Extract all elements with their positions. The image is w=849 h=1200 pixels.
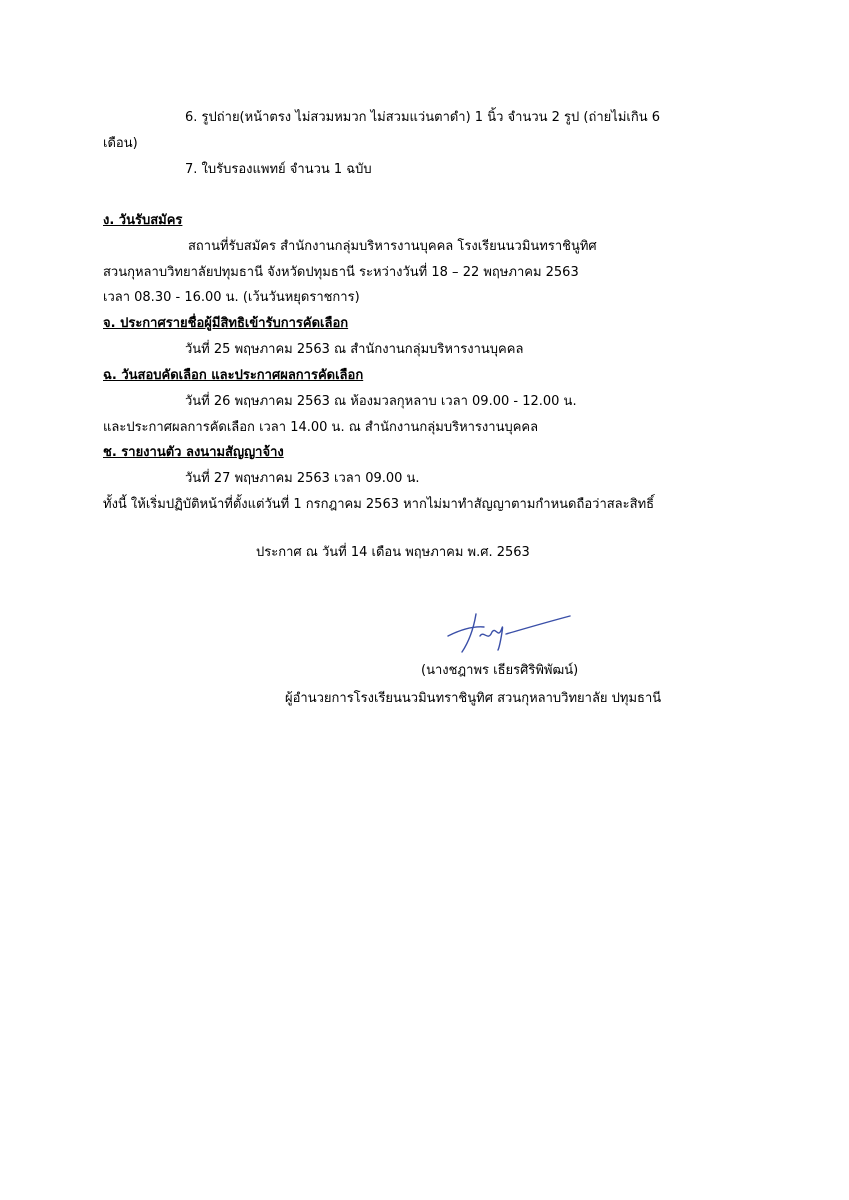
section-g-line-1: วันที่ 27 พฤษภาคม 2563 เวลา 09.00 น. — [185, 471, 420, 486]
signature-image — [440, 606, 580, 658]
section-f-line-1: วันที่ 26 พฤษภาคม 2563 ณ ห้องมวลกุหลาบ เวลา 09.00 - 12.00 น. — [185, 394, 577, 409]
section-d-line-3: เวลา 08.30 - 16.00 น. (เว้นวันหยุดราชการ) — [103, 290, 360, 305]
signer-position: ผู้อำนวยการโรงเรียนนวมินทราชินูทิศ สวนกุหลาบวิทยาลัย ปทุมธานี — [285, 691, 662, 706]
section-f-heading: ฉ. วันสอบคัดเลือก และประกาศผลการคัดเลือก — [103, 368, 364, 383]
item-6-line-2: เดือน) — [103, 136, 138, 151]
section-g-heading: ช. รายงานตัว ลงนามสัญญาจ้าง — [103, 445, 284, 460]
section-g-line-2: ทั้งนี้ ให้เริ่มปฏิบัติหน้าที่ตั้งแต่วันที่ 1 กรกฎาคม 2563 หากไม่มาทำสัญญาตามกำหนดถือว่าสละสิทธิ์ — [103, 497, 655, 512]
section-d-line-2: สวนกุหลาบวิทยาลัยปทุมธานี จังหวัดปทุมธานี ระหว่างวันที่ 18 – 22 พฤษภาคม 2563 — [103, 265, 579, 280]
section-d-heading: ง. วันรับสมัคร — [103, 213, 183, 228]
section-d-line-1: สถานที่รับสมัคร สำนักงานกลุ่มบริหารงานบุคคล โรงเรียนนวมินทราชินูทิศ — [188, 239, 597, 254]
announcement-date: ประกาศ ณ วันที่ 14 เดือน พฤษภาคม พ.ศ. 2563 — [256, 545, 530, 560]
section-e-line-1: วันที่ 25 พฤษภาคม 2563 ณ สำนักงานกลุ่มบริหารงานบุคคล — [185, 342, 524, 357]
section-e-heading: จ. ประกาศรายชื่อผู้มีสิทธิเข้ารับการคัดเลือก — [103, 316, 349, 331]
section-f-line-2: และประกาศผลการคัดเลือก เวลา 14.00 น. ณ สำนักงานกลุ่มบริหารงานบุคคล — [103, 420, 539, 435]
signer-name: (นางชฎาพร เธียรศิริพิพัฒน์) — [421, 663, 579, 678]
item-7: 7. ใบรับรองแพทย์ จำนวน 1 ฉบับ — [185, 162, 372, 177]
item-6-line-1: 6. รูปถ่าย(หน้าตรง ไม่สวมหมวก ไม่สวมแว่นตาดำ) 1 นิ้ว จำนวน 2 รูป (ถ่ายไม่เกิน 6 — [185, 110, 660, 125]
